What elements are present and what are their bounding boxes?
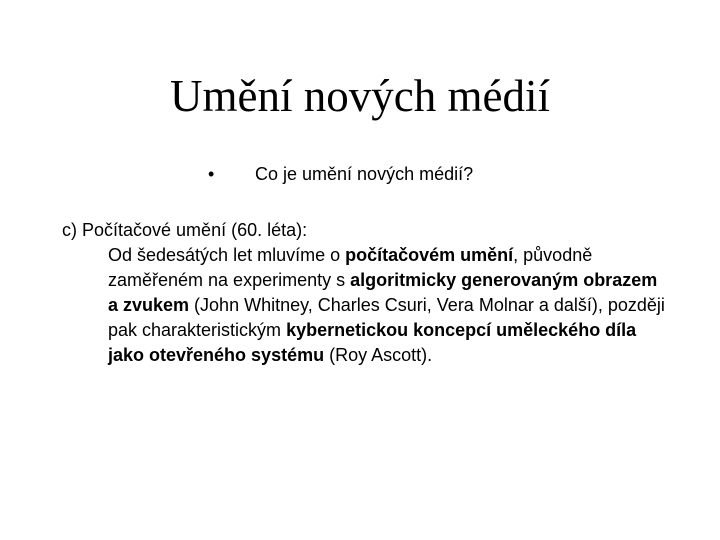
body-emphasis-run: počítačovém umění [345, 245, 514, 265]
body-text-run: , původně zaměřeném na experimenty s [108, 245, 593, 290]
bullet-item [0, 161, 720, 191]
body-text-run: (Roy Ascott). [324, 345, 433, 365]
body-emphasis-run: algoritmicky generovaným obrazem a zvukem [108, 270, 658, 315]
slide-title: Umění nových médií [170, 71, 550, 121]
body-emphasis-run: kybernetickou koncepcí uměleckého díla jako otevřeného systému [108, 320, 637, 365]
content-section [62, 218, 665, 368]
body-text-run: Od šedesátých let mluvíme o [108, 245, 346, 265]
bullet-text: Co je umění nových médií? [255, 164, 474, 184]
section-heading: c) Počítačové umění (60. léta): [62, 220, 308, 240]
section-body [62, 243, 668, 368]
body-text-run: (John Whitney, Charles Csuri, Vera Molnar a další), později pak charakteristickým [108, 295, 665, 340]
bullet-symbol: • [208, 164, 215, 184]
